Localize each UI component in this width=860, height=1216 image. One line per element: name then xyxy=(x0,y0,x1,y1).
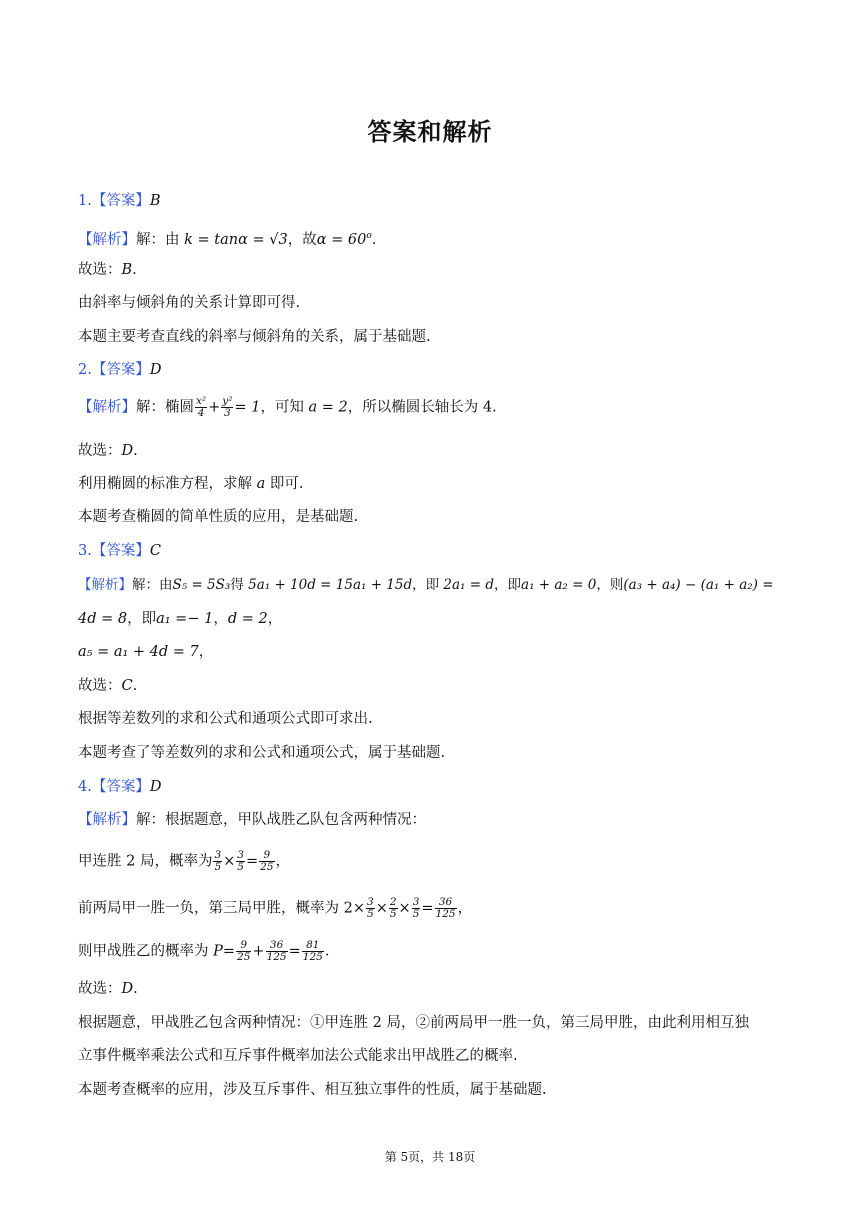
fraction: $\frac{3}{5}$ xyxy=(237,849,244,873)
q4-case1-line: 甲连胜 2 局，概率为 $\frac{3}{5}$ × $\frac{3}{5}$ = $\frac{9}{25}$ ， xyxy=(78,849,291,873)
fraction: $\frac{\text{x²}}{4}$ xyxy=(196,395,207,419)
fraction: $\frac{\text{y²}}{3}$ xyxy=(222,395,233,419)
q1-summary-line: 本题主要考查直线的斜率与倾斜角的关系，属于基础题. xyxy=(78,329,431,345)
q3-answer-line: 3.【答案】C xyxy=(78,543,161,559)
q4-answer-line: 4.【答案】D xyxy=(78,779,162,795)
page-title: 答案和解析 xyxy=(367,118,493,146)
fraction: $\frac{3}{5}$ xyxy=(214,849,222,873)
fraction: $\frac{3}{5}$ xyxy=(412,896,420,920)
q3-answer: C xyxy=(149,543,161,559)
q2-answer-line: 2.【答案】D xyxy=(78,362,162,378)
q1-choose-line: 故选：B. xyxy=(78,262,137,278)
fraction: $\frac{81}{125}$ xyxy=(302,939,323,963)
q1-method-line: 由斜率与倾斜角的关系计算即可得. xyxy=(78,295,301,311)
q2-answer: D xyxy=(149,362,162,378)
q1-answer: B xyxy=(149,193,161,209)
q3-choose-line: 故选：C. xyxy=(78,678,138,694)
page-footer: 第 5页，共 18页 xyxy=(384,1150,476,1164)
q4-analysis-line: 【解析】解：根据题意，甲队战胜乙队包含两种情况： xyxy=(78,812,426,828)
q4-choose-line: 故选：D. xyxy=(78,981,138,997)
fraction: $\frac{9}{25}$ xyxy=(260,849,274,873)
q4-method-line-2: 立事件概率乘法公式和互斥事件概率加法公式能求出甲战胜乙的概率. xyxy=(78,1048,518,1064)
q4-case2-line: 前两局甲一胜一负，第三局甲胜，概率为 2× $\frac{3}{5}$ × $\frac{2}{5}$ × $\frac{3}{5}$ = $\frac{36}{125}$ ， xyxy=(78,896,473,920)
q4-method-line: 根据题意，甲战胜乙包含两种情况：①甲连胜 2 局，②前两局甲一胜一负，第三局甲胜，由此利用相互独 xyxy=(78,1015,749,1031)
fraction: $\frac{36}{125}$ xyxy=(435,896,456,920)
fraction: $\frac{2}{5}$ xyxy=(389,896,397,920)
q1-answer-line: 1.【答案】B xyxy=(78,193,161,209)
q4-summary-line: 本题考查概率的应用，涉及互斥事件、相互独立事件的性质，属于基础题. xyxy=(78,1082,547,1098)
q2-analysis-line: 【解析】解：椭圆 $\frac{\text{x²}}{4}$ + $\frac{\text{y²}}{3}$ = 1，可知 a = 2，所以椭圆长轴长为 4. xyxy=(78,395,497,419)
q2-choose-line: 故选：D. xyxy=(78,443,138,459)
fraction: $\frac{9}{25}$ xyxy=(237,939,251,963)
q1-analysis-line: 【解析】解：由 k = tanα = √3，故$\alpha = 60^o$. xyxy=(78,231,377,248)
q3-analysis-line: 【解析】解：由S₅ = 5S₃得 5a₁ + 10d = 15a₁ + 15d，即 2a₁ = d，即a₁ + a₂ = 0，则(a₃ + a₄) − (a₁ + a₂) = xyxy=(78,577,774,593)
q4-total-line: 则甲战胜乙的概率为 P= $\frac{9}{25}$ + $\frac{36}{125}$ = $\frac{81}{125}$ . xyxy=(78,939,330,963)
fraction: $\frac{36}{125}$ xyxy=(266,939,287,963)
q3-method-line: 根据等差数列的求和公式和通项公式即可求出. xyxy=(78,711,373,727)
q3-analysis-line-2: 4d = 8，即a₁ =− 1，d = 2， xyxy=(78,611,283,627)
q3-summary-line: 本题考查了等差数列的求和公式和通项公式，属于基础题. xyxy=(78,745,446,761)
q2-summary-line: 本题考查椭圆的简单性质的应用，是基础题. xyxy=(78,509,359,525)
q3-analysis-line-3: a₅ = a₁ + 4d = 7， xyxy=(78,644,214,660)
q4-answer: D xyxy=(149,779,162,795)
fraction: $\frac{3}{5}$ xyxy=(367,896,374,920)
q2-method-line: 利用椭圆的标准方程，求解 a 即可. xyxy=(78,476,304,492)
